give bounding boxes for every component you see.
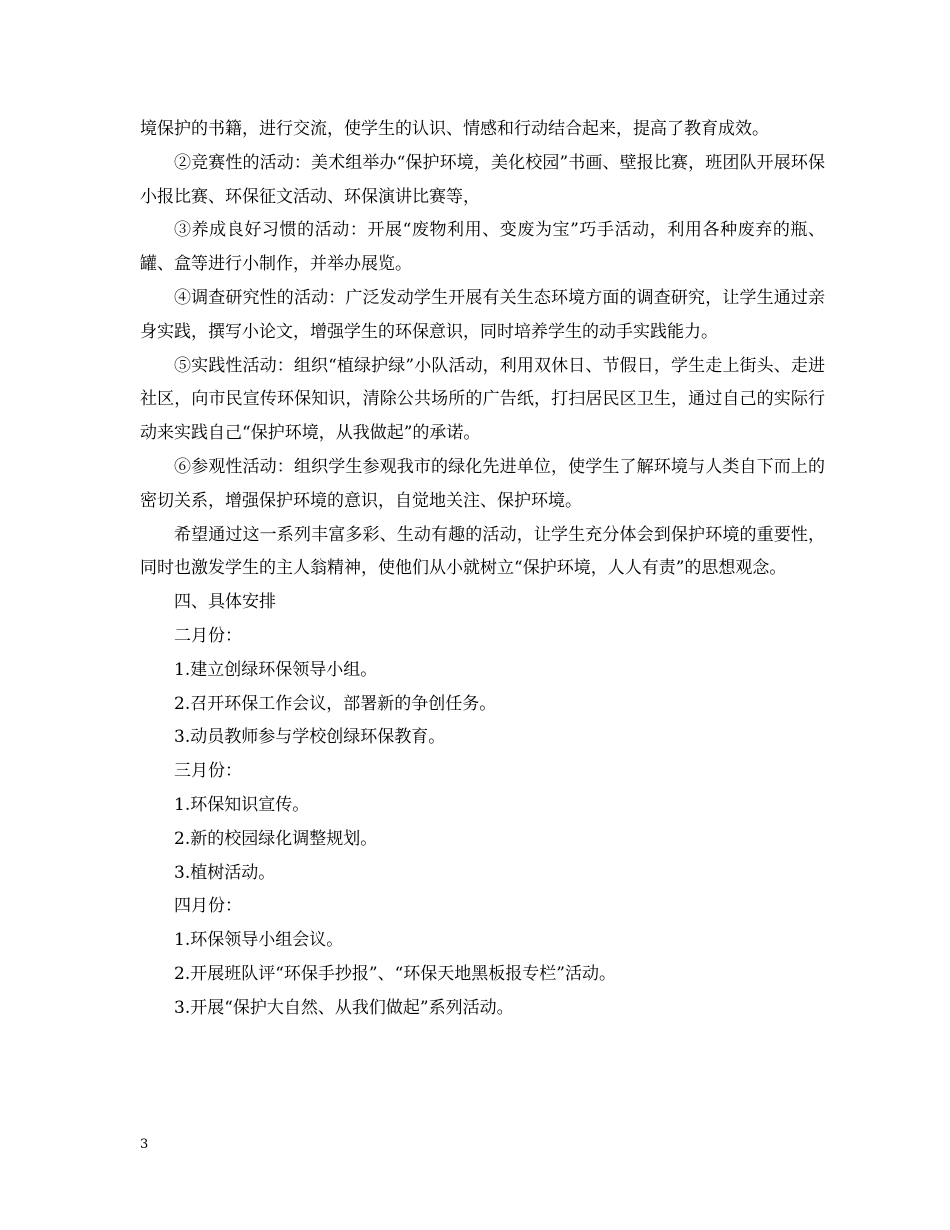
list-item: 3.植树活动。 — [174, 862, 276, 883]
list-item: 2.召开环保工作会议，部署新的争创任务。 — [174, 693, 497, 714]
paragraph-habit-activities: ③养成良好习惯的活动：开展“废物利用、变废为宝”巧手活动，利用各种废弃的瓶、罐、盒等进行小制作，并举办展览。 — [140, 220, 825, 275]
paragraph-research-activities: ④调查研究性的活动：广泛发动学生开展有关生态环境方面的调查研究，让学生通过亲身实践，撰写小论文，增强学生的环保意识，同时培养学生的动手实践能力。 — [140, 287, 825, 342]
list-item: 3.动员教师参与学校创绿环保教育。 — [174, 727, 446, 748]
paragraph-hope: 希望通过这一系列丰富多彩、生动有趣的活动，让学生充分体会到保护环境的重要性，同时也激发学生的主人翁精神，使他们从小就树立“保护环境，人人有责”的思想观念。 — [140, 524, 825, 579]
list-item: 3.开展“保护大自然、从我们做起”系列活动。 — [174, 997, 514, 1018]
document-body — [140, 113, 825, 1026]
list-item: 1.环保知识宣传。 — [174, 794, 310, 815]
paragraph-practice-activities: ⑤实践性活动：组织“植绿护绿”小队活动，利用双休日、节假日，学生走上街头、走进社区，向市民宣传环保知识，清除公共场所的广告纸，打扫居民区卫生，通过自己的实际行动来实践自己“保护环境，从我做起”的承诺。 — [140, 355, 825, 444]
section-heading-arrangement: 四、具体安排 — [174, 592, 276, 613]
paragraph-competition-activities: ②竞赛性的活动：美术组举办“保护环境，美化校园”书画、壁报比赛，班团队开展环保小报比赛、环保征文活动、环保演讲比赛等， — [140, 152, 825, 207]
paragraph-continued: 境保护的书籍，进行交流，使学生的认识、情感和行动结合起来，提高了教育成效。 — [140, 119, 769, 139]
paragraph-visit-activities: ⑥参观性活动：组织学生参观我市的绿化先进单位，使学生了解环境与人类自下而上的密切关系，增强保护环境的意识，自觉地关注、保护环境。 — [140, 456, 825, 511]
month-heading-april: 四月份： — [174, 896, 242, 917]
page-number: 3 — [140, 1137, 149, 1152]
list-item: 2.新的校园绿化调整规划。 — [174, 828, 378, 849]
month-heading-february: 二月份： — [174, 625, 242, 646]
list-item: 1.建立创绿环保领导小组。 — [174, 659, 378, 680]
list-item: 2.开展班队评“环保手抄报”、“环保天地黑板报专栏”活动。 — [174, 963, 616, 984]
list-item: 1.环保领导小组会议。 — [174, 930, 344, 951]
month-heading-march: 三月份： — [174, 761, 242, 782]
